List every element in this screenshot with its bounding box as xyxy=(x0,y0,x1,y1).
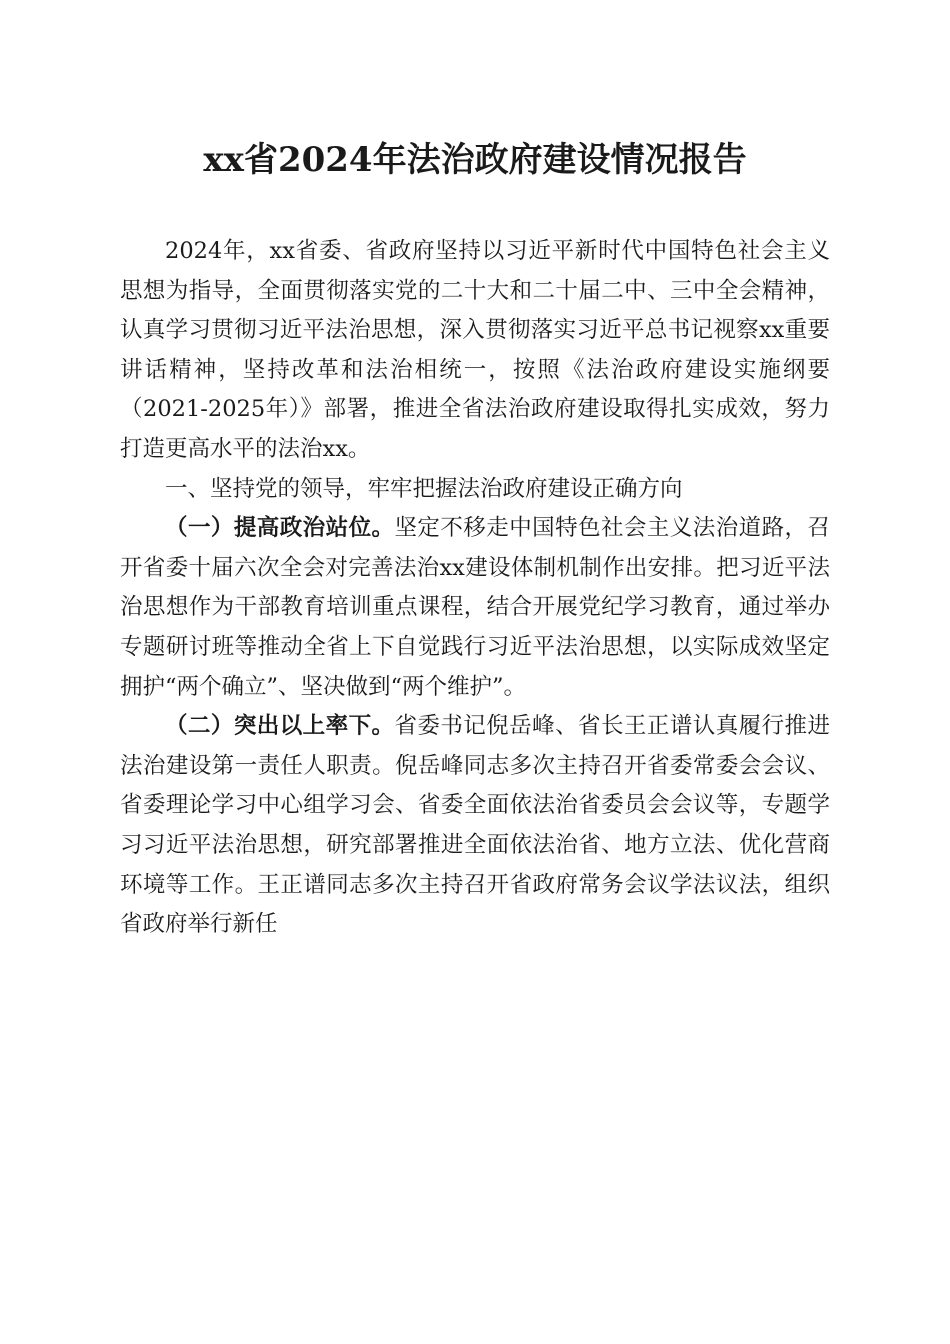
item-2-text: 省委书记倪岳峰、省长王正谱认真履行推进法治建设第一责任人职责。倪岳峰同志多次主持召开省委常委会会议、省委理论学习中心组学习会、省委全面依法治省委员会会议等，专题学习习近平法治思想，研究部署推进全面依法治省、地方立法、优化营商环境等工作。王正谱同志多次主持召开省政府常务会议学法议法，组织省政府举行新任 xyxy=(120,713,830,938)
item-1-label: （一）提高政治站位。 xyxy=(165,515,395,542)
intro-paragraph: 2024年，xx省委、省政府坚持以习近平新时代中国特色社会主义思想为指导，全面贯彻落实党的二十大和二十届二中、三中全会精神，认真学习贯彻习近平法治思想，深入贯彻落实习近平总书记视察xx重要讲话精神，坚持改革和法治相统一，按照《法治政府建设实施纲要（2021-2025年）》部署，推进全省法治政府建设取得扎实成效，努力打造更高水平的法治xx。 xyxy=(120,238,830,462)
paragraph-item-1 xyxy=(120,509,830,707)
document-body xyxy=(120,232,830,945)
item-2-label: （二）突出以上率下。 xyxy=(165,713,395,740)
page-title: xx省2024年法治政府建设情况报告 xyxy=(203,140,747,180)
item-1-text: 坚定不移走中国特色社会主义法治道路，召开省委十届六次全会对完善法治xx建设体制机制作出安排。把习近平法治思想作为干部教育培训重点课程，结合开展党纪学习教育，通过举办专题研讨班等推动全省上下自觉践行习近平法治思想，以实际成效坚定拥护“两个确立”、坚决做到“两个维护”。 xyxy=(120,515,830,700)
paragraph-item-2 xyxy=(120,707,830,945)
section-heading: 一、坚持党的领导，牢牢把握法治政府建设正确方向 xyxy=(165,475,683,502)
